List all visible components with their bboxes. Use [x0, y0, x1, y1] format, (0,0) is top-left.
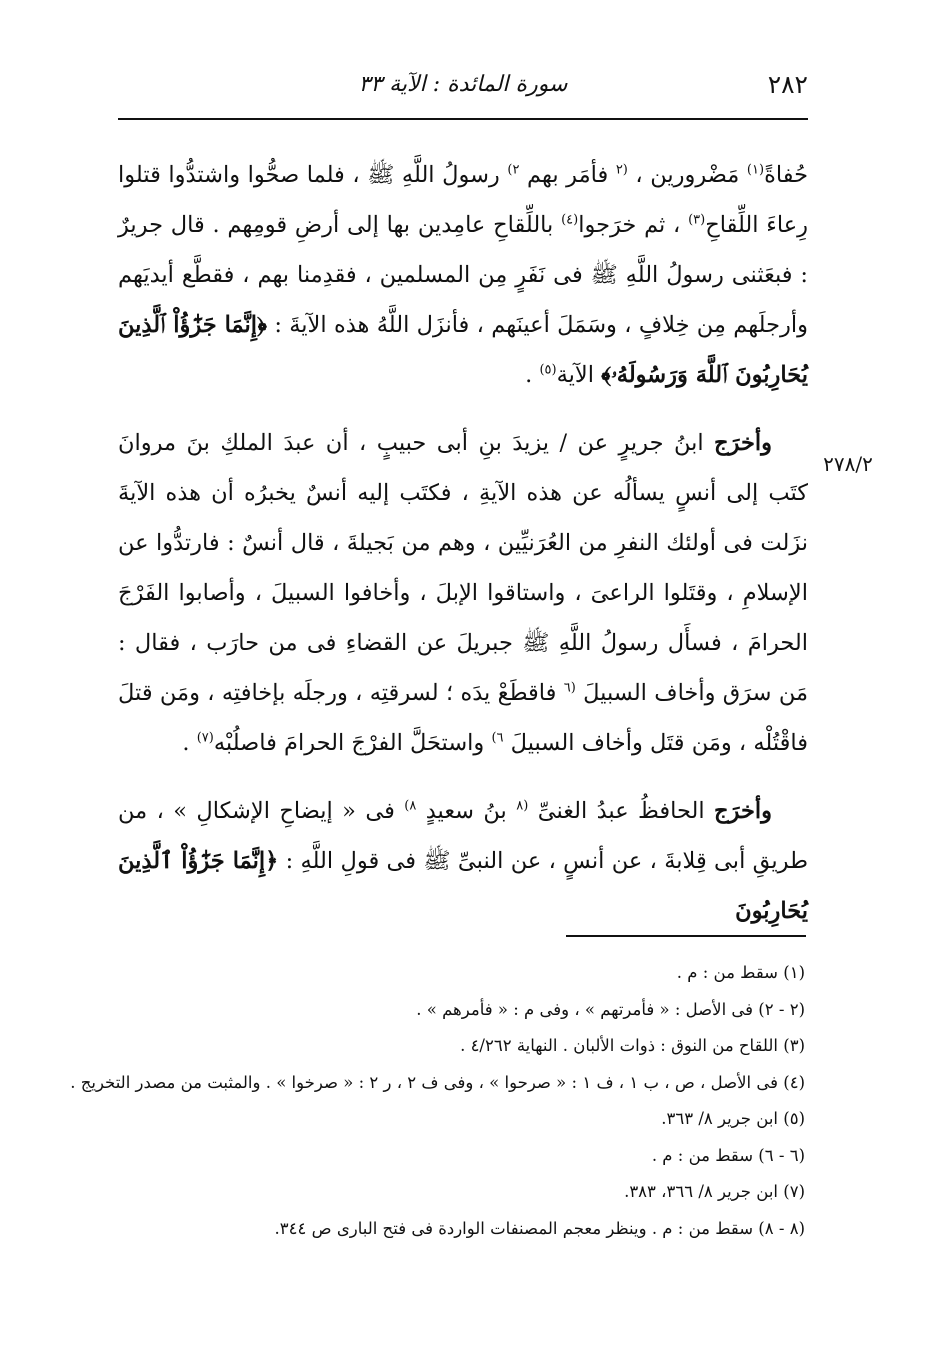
- text-run: بنُ سعيدٍ: [416, 798, 517, 824]
- footnotes: [70, 955, 805, 1247]
- footnote: (١) سقط من : م .: [676, 963, 805, 982]
- footnote: (٥) ابن جرير ٨/ ٣٦٣.: [661, 1109, 805, 1128]
- paragraph: [118, 786, 808, 936]
- text-run: رسولُ اللَّهِ ﷺ ، فلما صحُّوا واشتدُّوا قتلوا رِعاءَ اللِّقاحِ: [118, 162, 809, 238]
- footnote: (٣) اللقاح من النوق : ذوات الألبان . النهاية ٤/٢٦٢ .: [460, 1036, 805, 1055]
- paragraph: [118, 150, 808, 400]
- quran-quote: ﴿إِنَّمَا جَزَٰٓؤُاْ ٱلَّذِينَ يُحَارِبُونَ ٱللَّهَ وَرَسُولَهُۥ﴾: [118, 312, 808, 388]
- footnote-marker: ٨): [404, 798, 417, 814]
- body-text: [118, 150, 808, 936]
- footnote-marker: (٥): [539, 362, 557, 378]
- text-run: ابنُ جريرٍ عن / يزيدَ بنِ أبى حبيبٍ ، أن عبدَ الملكِ بنَ مروانَ كتَب إلى أنسٍ يسألُه عن هذه الآيةِ ، فكتَب إليه أنسٌ يخبرُه أن هذه الآيةَ نزَلت فى أولئك النفرِ من العُرَنيِّين ، وهم من بَجيلةَ ، قال أنسٌ : فارتدُّوا عن الإسلامِ ، وقتَلوا الراعىَ ، واستاقوا الإبلَ ، وأخافوا السبيلَ ، وأصابوا الفَرْجَ الحرامَ ، فسأَل رسولُ اللَّهِ ﷺ جبريلَ عن القضاءِ فى من حارَب ، فقال : مَن سرَق وأخاف السبيلَ: [118, 430, 808, 706]
- footnote: (٧) ابن جرير ٨/ ٣٦٦، ٣٨٣.: [624, 1182, 805, 1201]
- text-run: باللِّقاحِ عامِدين بها إلى أرضِ قومِهم . قال جريرٌ : فبعَثنى رسولُ اللَّهِ ﷺ فى نَفَرٍ مِن المسلمين ، فقدِمنا بهم ، فقطَّع أيديَهم وأرجلَهم مِن خِلافٍ ، وسَمَلَ أعينَهم ، فأنزَل اللَّهُ هذه الآيةَ :: [118, 212, 808, 338]
- text-run: الحافظُ عبدُ الغنىِّ: [528, 798, 715, 824]
- footnote: (٢ - ٢) فى الأصل : « فأمرتهم » ، وفى م : « فأمرهم » .: [416, 999, 805, 1019]
- footnote-rule: [566, 935, 806, 937]
- lead-word: وأخرَج: [714, 430, 772, 456]
- page-number: ٢٨٢: [767, 70, 808, 99]
- text-run: فاقطَعْ يدَه ؛ لسرقتِه ، ورجلَه بإخافتِه ، ومَن قتلَ فاقْتُلْه ، ومَن قتَل وأخاف السبيلَ: [118, 680, 808, 756]
- margin-reference: ٢٧٨/٢: [823, 452, 873, 476]
- header-rule: [118, 118, 808, 120]
- footnote-marker: (٨: [516, 798, 529, 814]
- page-header: [118, 70, 808, 110]
- footnote-marker: ٦): [491, 730, 504, 746]
- text-run: فأمَر بهم: [519, 162, 616, 188]
- footnote-marker: (٢: [615, 162, 628, 178]
- text-run: واستحَلَّ الفرْجَ الحرامَ فاصلُبْه: [213, 730, 492, 756]
- paragraph: [118, 418, 808, 768]
- text-run: فى « إيضاحِ الإشكالِ » ، من طريقِ أبى قِلابةَ ، عن أنسٍ ، عن النبىِّ ﷺ فى قولِ اللَّهِ :: [118, 798, 809, 874]
- footnote: (٦ - ٦) سقط من : م .: [651, 1145, 805, 1165]
- text-run: .: [182, 730, 197, 756]
- footnote-marker: (٣): [688, 212, 706, 228]
- text-run: حُفاةً: [764, 162, 808, 188]
- text-run: الآية: [556, 362, 602, 388]
- text-run: ، ثم خرَجوا: [578, 212, 689, 238]
- text-run: .: [525, 362, 540, 388]
- footnote-marker: (١): [746, 162, 765, 178]
- footnote: (٤) فى الأصل ، ص ، ب ١ ، ف ١ : « صرحوا » ، وفى ف ٢ ، ر ٢ : « صرخوا » . والمثبت من مصدر التخريج .: [70, 1072, 805, 1092]
- footnote-marker: ٢): [507, 162, 520, 178]
- footnote-marker: (٤): [561, 212, 579, 228]
- running-title: سورة المائدة : الآية ٣٣: [358, 72, 568, 97]
- lead-word: وأخرَج: [714, 798, 772, 824]
- footnote: (٨ - ٨) سقط من : م . وينظر معجم المصنفات الواردة فى فتح البارى ص ٣٤٤.: [274, 1218, 805, 1238]
- text-run: مَضْرورين ،: [627, 162, 747, 188]
- quran-quote: ﴿إِنَّمَا جَزَٰٓؤُاْ ٱلَّذِينَ يُحَارِبُونَ: [118, 848, 808, 924]
- footnote-marker: (٦: [563, 680, 576, 696]
- footnote-marker: (٧): [196, 730, 214, 746]
